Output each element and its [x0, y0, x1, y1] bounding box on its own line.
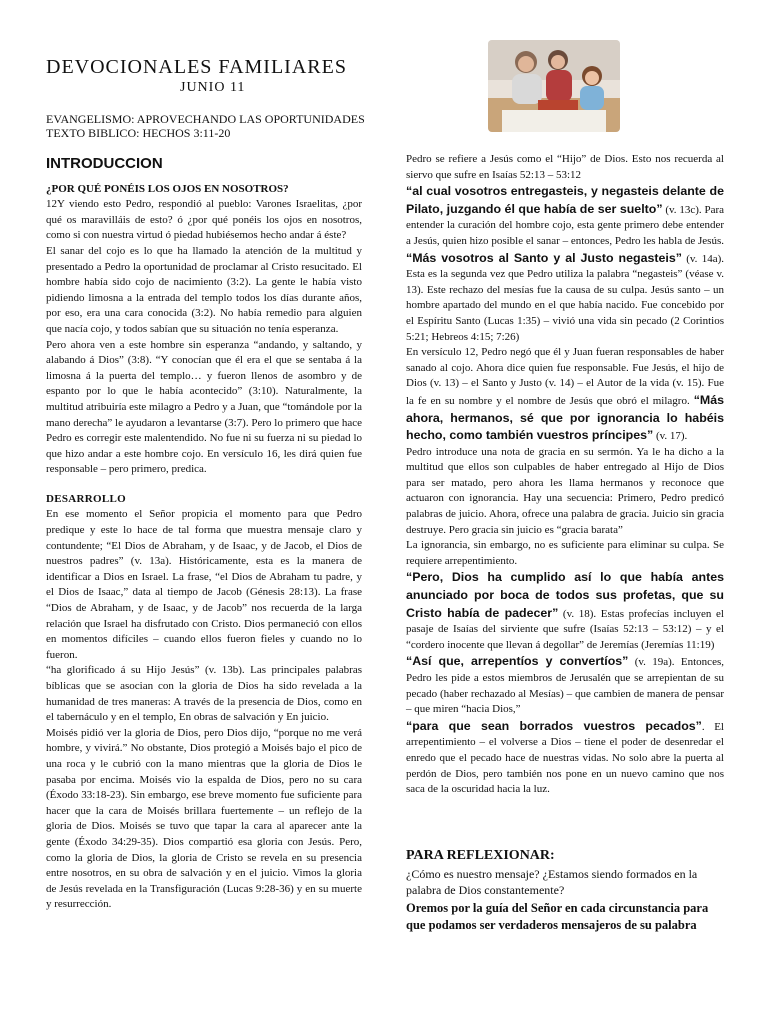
- reflection-section: [406, 848, 724, 933]
- reflection-question: ¿Cómo es nuestro mensaje? ¿Estamos siendo formados en la palabra de Dios constantemente?: [406, 867, 698, 897]
- bold-quote: “Más vosotros al Santo y al Justo negasteis”: [406, 250, 682, 265]
- paragraph-text: (v. 13c). Para entender la curación del hombre cojo, esta gente primero debe entender a Jesús, quien hizo posible el sanar – entonces, Pedro les habla de Jesús.: [406, 203, 724, 247]
- bold-quote: “para que sean borrados vuestros pecados”: [406, 718, 702, 733]
- paragraph-text: (v. 14a). Esta es la segunda vez que Pedro utiliza la palabra “negasteis” (véase v. 13). Este rechazo del mesías fue la causa de su culpa. Jesús santo – un hombre apartado del mundo en el que había nacido. Fue concebido por el Espíritu Santo (Lucas 1:35) – vivió una vida sin pecado (2 Corintios 5:21; Hebreos 4:15; 7:26): [406, 252, 725, 343]
- bold-quote: “al cual vosotros entregasteis, y negasteis delante de Pilato, juzgando él que había de ser suelto”: [406, 184, 724, 216]
- desarrollo-heading: DESARROLLO: [46, 492, 127, 505]
- right-paragraph-3: [406, 345, 724, 445]
- intro-paragraph-1: 12Y viendo esto Pedro, respondió al pueblo: Varones Israelitas, ¿por qué os maravilláis de esto? ó ¿por qué ponéis los ojos en nosotros, como si con nuestra virtud ó piedad hubiésemos hecho andar á éste?: [46, 198, 362, 242]
- paragraph-text: (v. 19a). Entonces, Pedro les pide a estos miembros de Jerusalén que se arrepientan de su pecado (haber rechazado al Mesías) – que cambien de manera de pensar – que miren “hacia Dios,”: [406, 656, 724, 716]
- left-column: [46, 156, 362, 913]
- desarrollo-paragraph-3: Moisés pidió ver la gloria de Dios, pero Dios dijo, “porque no me verá hombre, y vivirá.” No obstante, Dios protegió a Moisés bajo el pico de una roca y le cubrió con la mano mientras que la gloria de Dios le pasaba por encima. Moisés vio la espalda de Dios, pero no su cara (Éxodo 33:18-23). Sin embargo, ese breve momento fue suficiente para hacer que la cara de Moisés brillara fuertemente – un reflejo de la gloria de Dios. Moisés se tuvo que tapar la cara al aparecer ante la gente (Éxodo 34:29-35). Dios compartió esa gloria con Jesús. Pero, como la gloria de Dios, la gloria de Cristo se revela en su presencia entre nosotros, en su obra de salvación y en el juicio. Vimos la gloria de Jesús revelada en la Transfiguración (Lucas 9:28-36) y en su muerte y resurrección.: [46, 726, 362, 911]
- right-paragraph-8: [406, 718, 724, 798]
- right-paragraph-1: Pedro se refiere a Jesús como el “Hijo” de Dios. Esto nos recuerda al siervo que sufre en Isaías 52:13 – 53:12: [406, 153, 724, 181]
- desarrollo-paragraph-2: “ha glorificado á su Hijo Jesús” (v. 13b). Las principales palabras bíblicas que se asocian con la gloria de Dios ha sido revelada a la humanidad de tres maneras: A través de la presencia de Dios, como en el tabernáculo y en el templo, En obras de salvación y En juicio.: [46, 664, 362, 724]
- desarrollo-paragraph-1: En ese momento el Señor propicia el momento para que Pedro predique y este lo hace de tal forma que muestra mensaje claro y contundente; “El Dios de Abraham, y de Isaac, y de Jacob, el Dios de nuestros padres” (v. 13a). Históricamente, esta es la manera de identificar a Dios en Israel. La frase, “el Dios de Abraham tu padre, y el Dios de Isaac,” data al tiempo de Jacob (Génesis 28:13). La frase “Dios de Abraham, y de Isaac, y de Jacob” nos recuerda de la larga relación que Israel ha disfrutado con Cristo. Dios permaneció con ellos en momentos difíciles – cuando ellos fueron fieles y cuando no lo fueron.: [46, 508, 362, 661]
- right-paragraph-5: La ignorancia, sin embargo, no es suficiente para eliminar su culpa. Se requiere arrepentimiento.: [406, 539, 724, 567]
- right-paragraph-4: Pedro introduce una nota de gracia en su sermón. Ya le ha dicho a la multitud que ellos son culpables de haber entregado al Hijo de Dios para ser matado, pero ahora les llama hermanos y reconoce que actuaron con ignorancia. Hay una secuencia: Primero, Pedro predicó palabras de juicio. Ahora, ofrece una palabra de gracia. Juicio sin gracia destruye. Pero gracia sin juicio es “gracia barata”: [406, 445, 724, 536]
- reflection-prayer: Oremos por la guía del Señor en cada circunstancia para que podamos ser verdaderos mensajeros de su palabra: [406, 901, 709, 932]
- right-paragraph-6: [406, 569, 724, 653]
- right-paragraph-7: [406, 653, 724, 717]
- document-title: DEVOCIONALES FAMILIARES: [46, 56, 347, 78]
- intro-question: ¿POR QUÉ PONÉIS LOS OJOS EN NOSOTROS?: [46, 182, 289, 195]
- bible-text-line: TEXTO BIBLICO: HECHOS 3:11-20: [46, 126, 231, 140]
- bold-quote: “Así que, arrepentíos y convertíos”: [406, 654, 629, 669]
- bold-quote: “Pero, Dios ha cumplido así lo que había antes anunciado por boca de todos sus profetas, que su Cristo había de padecer”: [406, 570, 724, 620]
- document-date: JUNIO 11: [180, 80, 246, 95]
- family-photo: [488, 40, 620, 132]
- intro-heading: INTRODUCCION: [46, 155, 163, 172]
- family-photo-illustration: [488, 40, 620, 132]
- intro-paragraph-2: El sanar del cojo es lo que ha llamado la atención de la multitud y presentado a Pedro la oportunidad de proclamar al Cristo resucitado. El hombre había sido cojo de nacimiento (3:2). La gente le había visto pidiendo limosna a la entrada del templo todos los días durante años, por eso, era una cara conocida (3:2). No había remedio para alguien que nacía cojo, y todos sabían que su situación no tenía esperanza.: [46, 244, 362, 335]
- header-meta: [46, 112, 365, 140]
- paragraph-text: (v. 18). Estas profecías incluyen el pasaje de Isaías del sirviente que sufre (Isaías 52:13 – 53:12) – y el “cordero inocente que llevan á degollar” de Jeremías (Jeremías 11:19): [406, 607, 724, 651]
- bold-quote: “Más ahora, hermanos, sé que por ignorancia lo habéis hecho, como también vuestros príncipes”: [406, 392, 724, 443]
- right-column: [406, 152, 724, 798]
- intro-paragraph-3: Pero ahora ven a este hombre sin esperanza “andando, y saltando, y alabando á Dios” (3:8). “Y conocían que él era el que se sentaba á la limosna á la puerta del templo… y fueron llenos de asombro y de espanto por lo que le había acontecido” (3:10). Naturalmente, la multitud atribuiría este milagro a Pedro y a Juan, que “tomándole por la mano derecha” le ayudaron a levantarse (3:7). Pero lo primero que hace Pedro es corregir este malentendido. No fue ni su fuerza ni su piedad lo que hizo andar a este hombre cojo. En versículo 16, les dirá quien fue responsable – pero primero, predica.: [46, 338, 362, 476]
- paragraph-text: (v. 17).: [653, 430, 688, 443]
- paragraph-text: . El arrepentimiento – el volverse a Dios – tiene el poder de desenredar el enredo que el pecado hace de nuestras vidas. No solo abre la puerta al perdón de Dios, pero también nos pone en un nuevo camino que nos saca de la oscuridad hacia la luz.: [406, 720, 724, 796]
- right-paragraph-2: [406, 183, 724, 345]
- theme-line: EVANGELISMO: APROVECHANDO LAS OPORTUNIDADES: [46, 112, 365, 126]
- paragraph-text: En versículo 12, Pedro negó que él y Juan fueran responsables de haber sanado al cojo. Ahora dice quien fue responsable. Fue Jesús, el hijo de Dios (v. 13) – el Santo y Justo (v. 14) – el Autor de la vida (v. 15). Fue la fe en su nombre y el nombre de Jesús que obró el milagro.: [406, 346, 724, 407]
- reflection-heading: PARA REFLEXIONAR:: [406, 848, 555, 863]
